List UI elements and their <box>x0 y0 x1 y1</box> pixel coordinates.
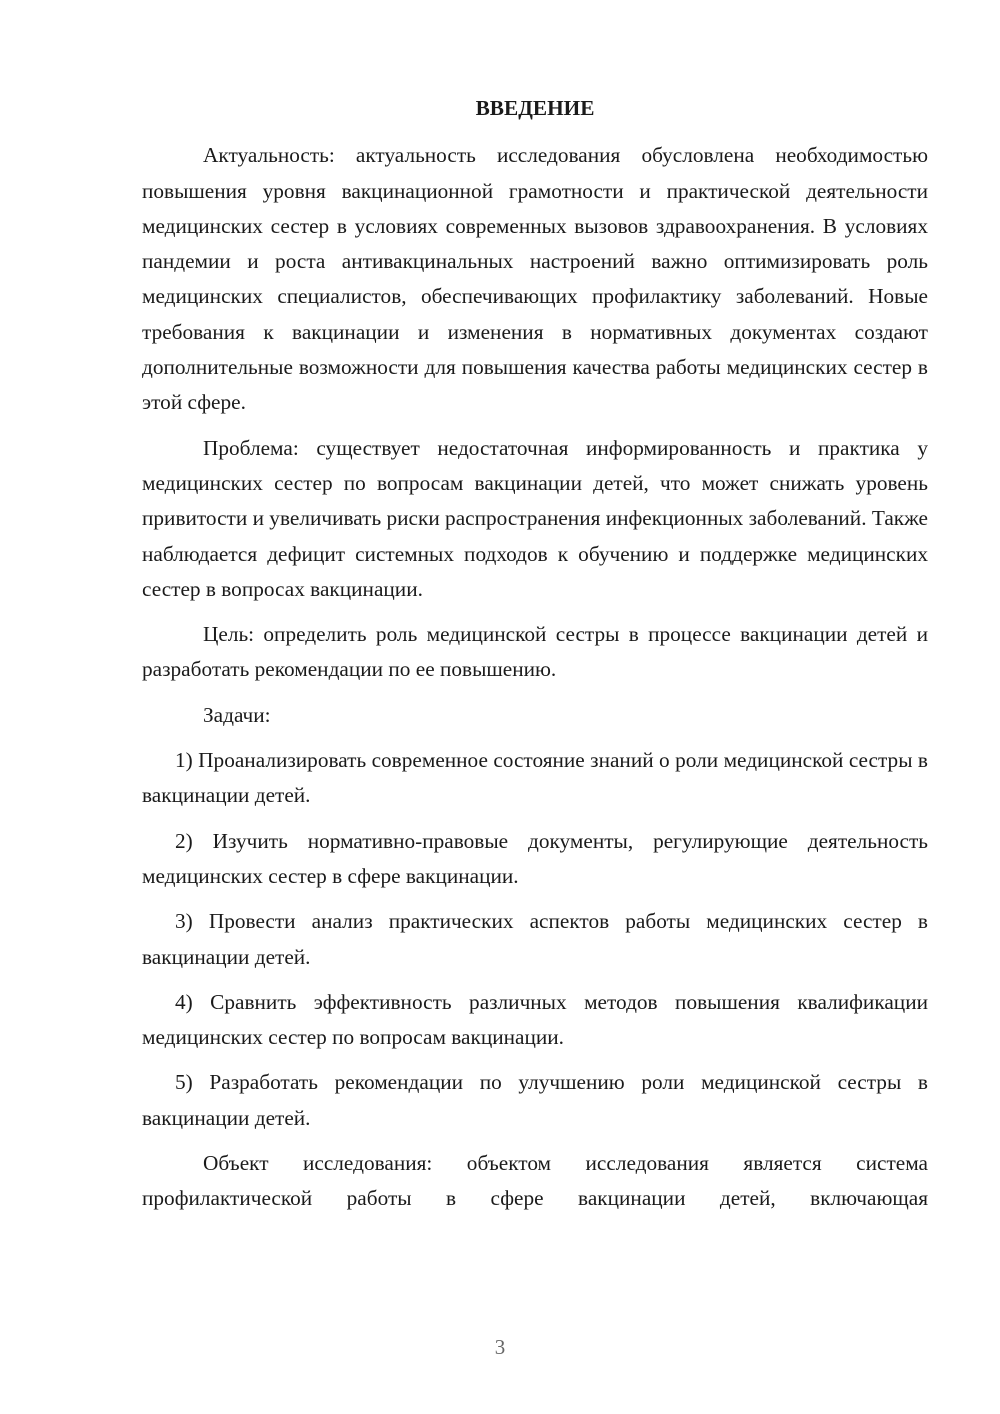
task-item-2: 2) Изучить нормативно-правовые документы, регулирующие деятельность медицинских сестер в сфере вакцинации. <box>142 828 928 888</box>
paragraph-problem: Проблема: существует недостаточная информированность и практика у медицинских сестер по вопросам вакцинации детей, что может снижать уровень привитости и увеличивать риски распространения инфекционных заболеваний. Также наблюдается дефицит системных подходов к обучению и поддержке медицинских сестер в вопросах вакцинации. <box>142 435 929 601</box>
section-heading: ВВЕДЕНИЕ <box>475 96 595 120</box>
task-item-1: 1) Проанализировать современное состояние знаний о роли медицинской сестры в вакцинации детей. <box>142 748 928 808</box>
task-item-5: 5) Разработать рекомендации по улучшению роли медицинской сестры в вакцинации детей. <box>142 1070 928 1130</box>
tasks-label: Задачи: <box>203 702 271 727</box>
task-item-3: 3) Провести анализ практических аспектов работы медицинских сестер в вакцинации детей. <box>142 909 928 969</box>
paragraph-goal: Цель: определить роль медицинской сестры в процессе вакцинации детей и разработать рекомендации по ее повышению. <box>142 622 928 682</box>
paragraph-object: Объект исследования: объектом исследования является система профилактической работы в сфере вакцинации детей, включающая <box>142 1151 928 1211</box>
page-number: 3 <box>494 1335 506 1359</box>
task-item-4: 4) Сравнить эффективность различных методов повышения квалификации медицинских сестер по вопросам вакцинации. <box>142 989 928 1050</box>
paragraph-relevance: Актуальность: актуальность исследования обусловлена необходимостью повышения уровня вакцинационной грамотности и практической деятельности медицинских сестер в условиях современных вызовов здравоохранения. В условиях пандемии и роста антивакцинальных настроений важно оптимизировать роль медицинских специалистов, обеспечивающих профилактику заболеваний. Новые требования к вакцинации и изменения в нормативных документах создают дополнительные возможности для повышения качества работы медицинских сестер в этой сфере. <box>142 143 928 415</box>
page-body <box>142 91 928 1217</box>
